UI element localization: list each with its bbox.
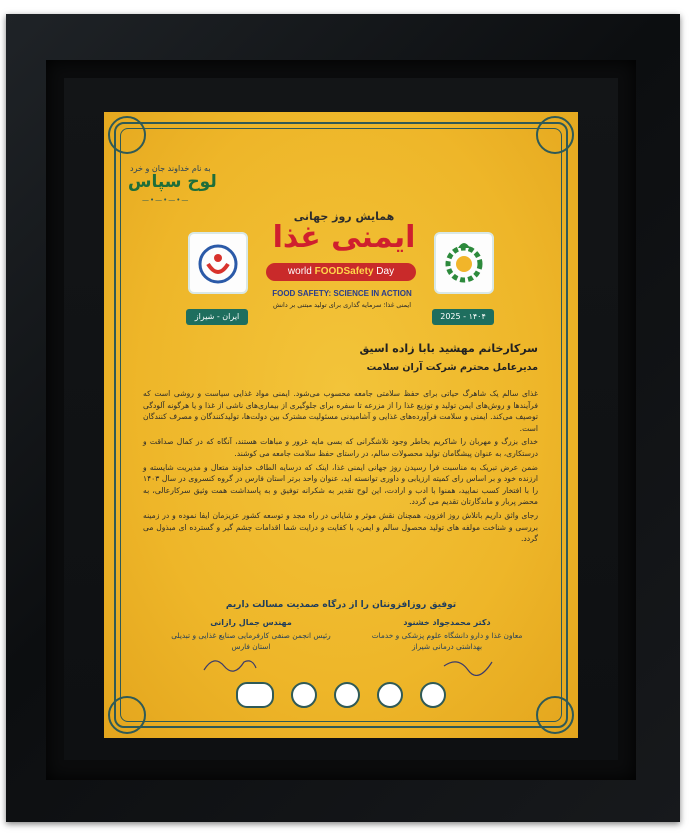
footer-logo-row <box>104 682 578 708</box>
appreciation-plaque <box>104 112 578 738</box>
plaque-body <box>143 388 538 547</box>
signatory-role: معاون غذا و دارو دانشگاه علوم پزشکی و خدمات بهداشتی درمانی شیراز <box>371 631 523 651</box>
location-tag: ایران - شیراز <box>186 309 248 325</box>
world-food-safety-day-banner <box>266 263 416 281</box>
organization-logo-icon <box>236 682 274 708</box>
association-seal-icon <box>377 682 403 708</box>
banner-suffix: Day <box>373 266 395 277</box>
closing-line: توفیق روزافزونتان را از درگاه صمدیت مسالت داریم <box>225 600 457 610</box>
association-logo-icon <box>188 232 248 294</box>
blessing-text: به نام خداوند جان و خرد <box>130 164 211 173</box>
banner-bold: FOODSafety <box>314 266 374 277</box>
plaque-title: لوح سپاس <box>128 172 217 192</box>
year-tag: ۱۴۰۴ - 2025 <box>432 309 494 325</box>
conference-logo-icon <box>434 232 494 294</box>
title-separator: —•—•—•— <box>142 196 190 204</box>
signature-right-icon <box>442 654 502 676</box>
signatory-role: رئیس انجمن صنفی کارفرمایی صنایع غذایی و تبدیلی استان فارس <box>171 631 331 651</box>
body-paragraph: رجای واثق داریم باتلاش روز افزون، همچنان نقش موثر و شایانی در راه مجد و توسعه کشور عزیزمان ایفا نموده و در زمینه بررسی و شناخت مولفه های تولید محصول سالم و ایمن، با کفایت و درایت شما اقدامات چشم گیر و گسترده ای مبذول می گردد. <box>143 510 538 544</box>
banner-prefix: world <box>287 266 315 277</box>
recipient-name: سرکارخانم مهشید بابا زاده اسیق <box>359 342 538 355</box>
signature-left-icon <box>200 652 260 676</box>
university-seal-icon <box>291 682 317 708</box>
signatory-name: مهندس جمال رازانی <box>210 618 292 627</box>
body-paragraph: خدای بزرگ و مهربان را شاکریم بخاطر وجود تلاشگرانی که بسی مایه غرور و مباهات هستند، آنگاه که در کمال صداقت و درستکاری، به عنوان پیشگامان تولید محصولات سالم، در راستای حفظ سلامت جامعه می کوشند. <box>143 437 538 458</box>
corner-ornament-icon <box>536 116 574 154</box>
recipient-role: مدیرعامل محترم شرکت آران سلامت <box>366 362 538 373</box>
event-subtitle: همایش روز جهانی <box>293 210 395 223</box>
corner-ornament-icon <box>108 116 146 154</box>
event-title: ایمنی غذا <box>272 220 416 255</box>
food-safety-slogan: FOOD SAFETY: SCIENCE IN ACTION <box>272 289 412 298</box>
signatory-name: دکتر محمدجواد خشنود <box>403 618 491 627</box>
body-paragraph: غذای سالم یک شاهرگ حیاتی برای حفظ سلامتی جامعه محسوب می‌شود. ایمنی مواد غذایی سیاست و روشی است که فرآیندها و روش‌های ایمن تولید و توزیع غذا را از مزرعه تا سفره برای جلوگیری از بیماری‌های ناشی از غذا و یا هرگونه آلودگی توصیف می‌کند. ایمنی و سلامت فرآورده‌های غذایی و آشامیدنی مسئولیت مشترک بین دولت‌ها، تولیدکنندگان و مصرف کنندگان است. <box>143 389 538 433</box>
food-drug-seal-icon <box>334 682 360 708</box>
conference-logo-icon <box>420 682 446 708</box>
body-paragraph: ضمن عرض تبریک به مناسبت فرا رسیدن روز جهانی ایمنی غذا، اینک که درسایه الطاف خداوند متعال و مدیریت شایسته و ارزنده خود و بر اساس رای کمیته ارزیابی و داوری توانسته اید، عنوان واحد برتر استان فارس در گروه کنسروی در سال ۱۴۰۳ را با افتخار کسب نمایید، همنوا با ادب و ارادت، این لوح تقدیر به شکرانه توفیق و به پاسداشت همت وثیق سرکارعالی، به محضر پربار و ماندگارتان تقدیم می گردد. <box>143 462 538 507</box>
food-safety-subslogan: ایمنی غذا؛ سرمایه گذاری برای تولید مبتنی بر دانش <box>272 301 412 309</box>
